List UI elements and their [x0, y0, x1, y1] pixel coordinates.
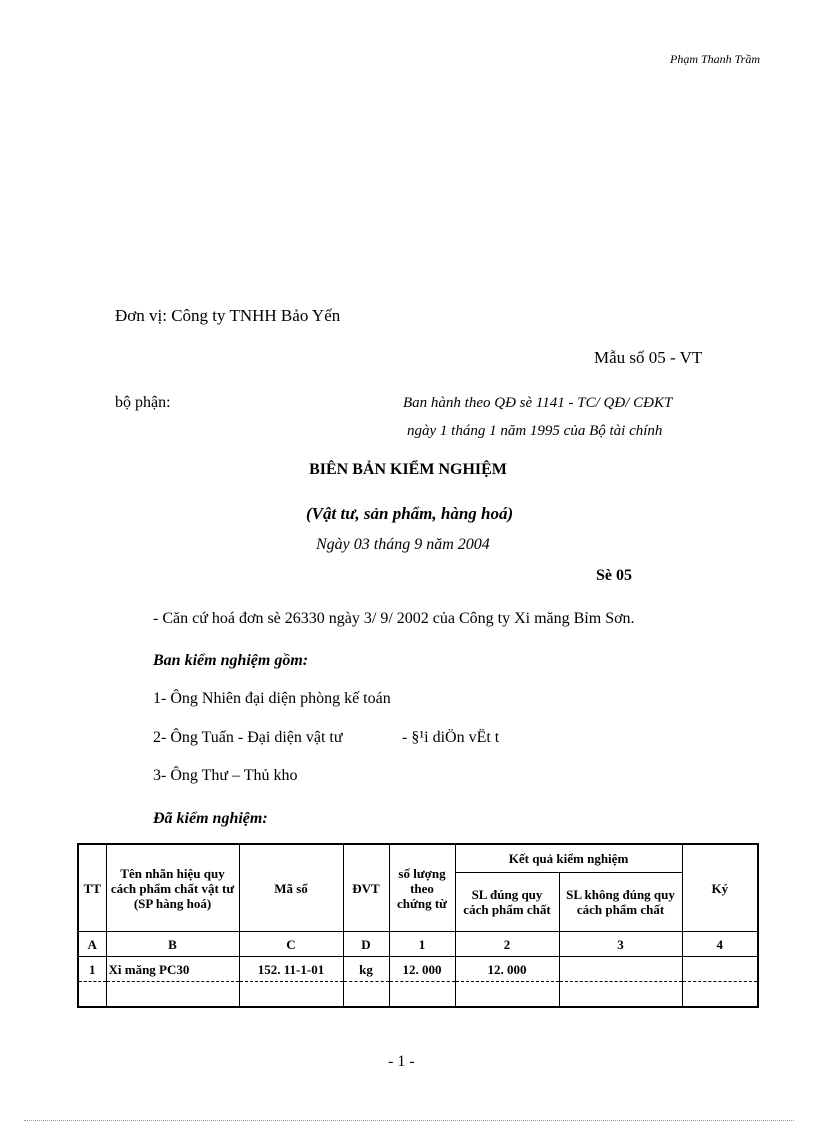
column-letter: 3	[559, 932, 682, 957]
cell-qty-doc: 12. 000	[389, 957, 455, 982]
document-date: Ngày 03 tháng 9 năm 2004	[316, 536, 490, 553]
document-author: Phạm Thanh Trầm	[670, 52, 761, 66]
empty-cell	[343, 982, 389, 1008]
empty-cell	[239, 982, 343, 1008]
header-sign: Ký	[682, 844, 758, 932]
cell-sl-ok: 12. 000	[455, 957, 559, 982]
empty-cell	[455, 982, 559, 1008]
basis-line: - Căn cứ hoá đơn sè 26330 ngày 3/ 9/ 2002 của Công ty Xi măng Bỉm Sơn.	[153, 610, 635, 627]
header-sl-not-ok: SL không đúng quy cách phẩm chất	[559, 873, 682, 932]
tested-heading: Đã kiểm nghiệm:	[153, 810, 268, 827]
cell-item-name: Xi măng PC30	[106, 957, 239, 982]
cell-code: 152. 11-1-01	[239, 957, 343, 982]
empty-cell	[389, 982, 455, 1008]
footer-divider	[24, 1120, 794, 1121]
cell-sign	[682, 957, 758, 982]
page-number: - 1 -	[388, 1053, 415, 1070]
header-sl-ok: SL đúng quy cách phẩm chất	[455, 873, 559, 932]
member-1: 1- Ông Nhiên đại diện phòng kế toán	[153, 690, 391, 707]
column-letter: D	[343, 932, 389, 957]
empty-cell	[559, 982, 682, 1008]
column-letter: A	[78, 932, 106, 957]
header-code: Mã số	[239, 844, 343, 932]
member-3: 3- Ông Thư – Thủ kho	[153, 767, 298, 784]
column-letter: 2	[455, 932, 559, 957]
document-number: Sè 05	[596, 567, 632, 584]
document-subtitle: (Vật tư, sản phẩm, hàng hoá)	[306, 504, 514, 523]
header-qty-doc: số lượng theo chứng từ	[389, 844, 455, 932]
empty-cell	[78, 982, 106, 1008]
cell-unit: kg	[343, 957, 389, 982]
decree-line-2: ngày 1 tháng 1 năm 1995 của Bộ tài chính	[407, 423, 663, 439]
column-letter: C	[239, 932, 343, 957]
column-letter: B	[106, 932, 239, 957]
inspection-table	[77, 843, 759, 1008]
department-line: bộ phận:	[115, 394, 171, 411]
column-letter: 1	[389, 932, 455, 957]
decree-line-1: Ban hành theo QĐ sè 1141 - TC/ QĐ/ CĐKT	[403, 395, 673, 411]
cell-sl-not-ok	[559, 957, 682, 982]
empty-cell	[106, 982, 239, 1008]
header-item-name: Tên nhãn hiệu quy cách phẩm chất vật tư (SP hàng hoá)	[106, 844, 239, 932]
member-2: 2- Ông Tuấn - Đại diện vật tư	[153, 729, 343, 746]
column-letter-row	[78, 932, 758, 957]
column-letter: 4	[682, 932, 758, 957]
header-unit: ĐVT	[343, 844, 389, 932]
cell-tt: 1	[78, 957, 106, 982]
header-result: Kết quả kiểm nghiệm	[455, 844, 682, 873]
empty-cell	[682, 982, 758, 1008]
table-row	[78, 957, 758, 982]
table-row-empty	[78, 982, 758, 1008]
header-tt: TT	[78, 844, 106, 932]
member-2-extra: - §¹i diÖn vËt t	[402, 729, 500, 746]
document-title: BIÊN BẢN KIỂM NGHIỆM	[309, 461, 507, 478]
form-code: Mẫu số 05 - VT	[594, 348, 703, 367]
unit-line: Đơn vị: Công ty TNHH Bảo Yến	[115, 306, 341, 325]
board-heading: Ban kiểm nghiệm gồm:	[153, 652, 309, 669]
